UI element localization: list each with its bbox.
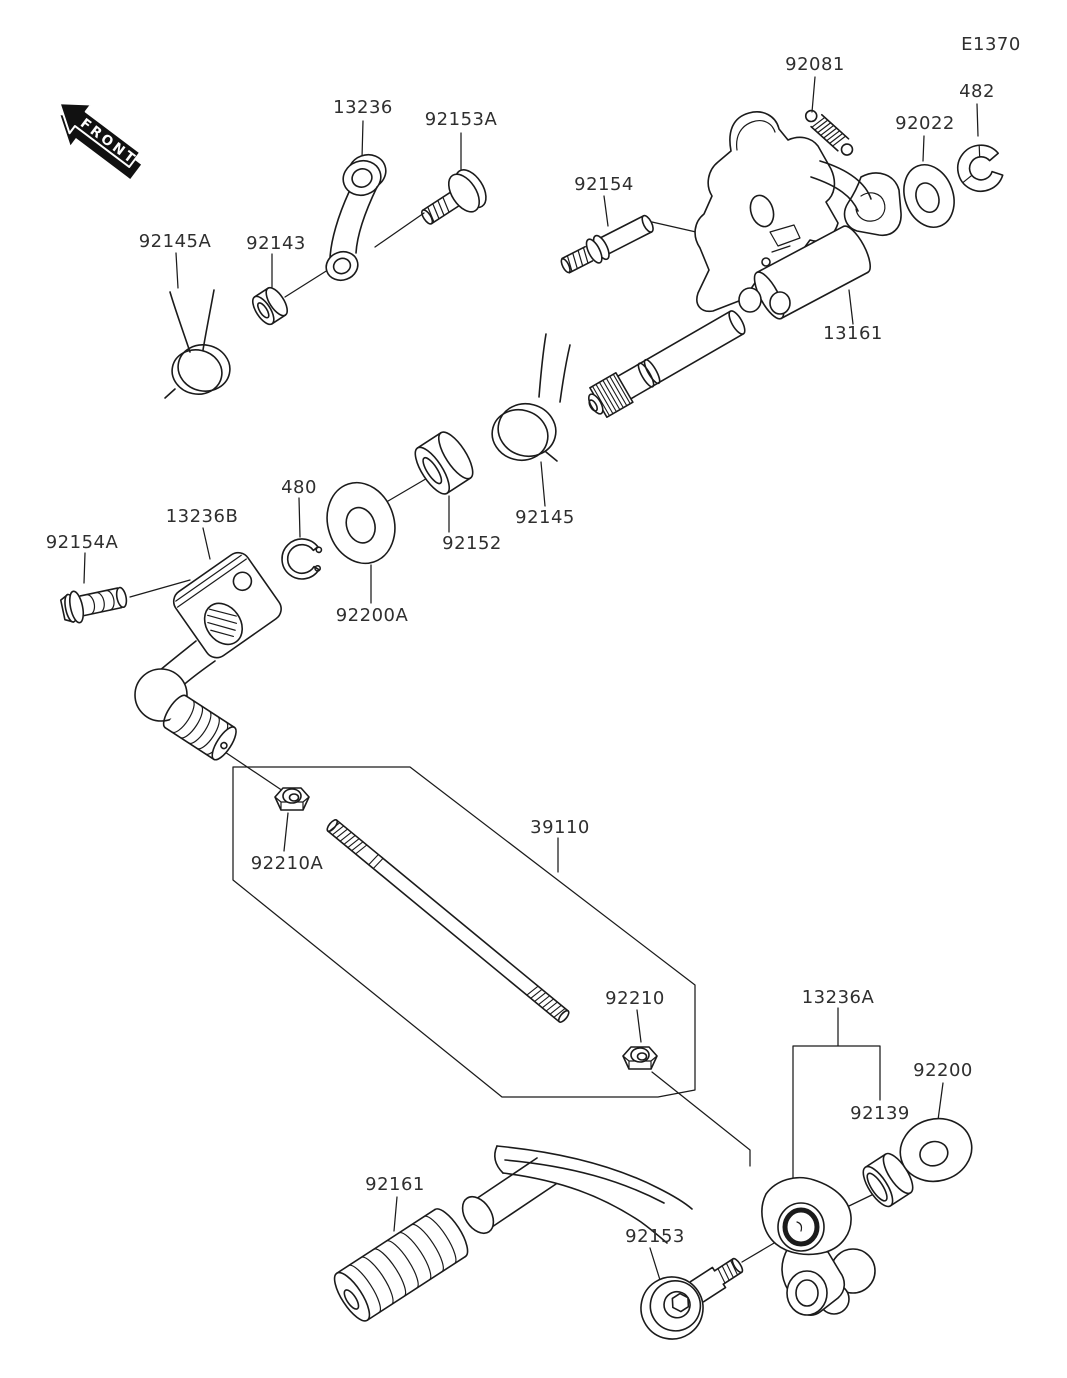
part-92145-spring: [486, 334, 570, 466]
part-label-92200a: 92200A: [335, 605, 409, 626]
part-label-92145a: 92145A: [138, 231, 212, 252]
part-label-92200: 92200: [913, 1060, 973, 1081]
part-13236b-shift-lever: [135, 548, 286, 763]
part-label-39110: 39110: [530, 817, 590, 838]
part-92161-pedal-rubber: [328, 1204, 473, 1326]
part-label-13236b: 13236B: [165, 506, 239, 527]
part-480-circlip: [279, 536, 325, 582]
part-92200a-washer: [317, 474, 405, 572]
part-label-92153a: 92153A: [424, 109, 498, 130]
part-92210a-nut: [275, 788, 309, 810]
part-label-92161: 92161: [365, 1174, 425, 1195]
part-482-e-clip: [955, 142, 1007, 194]
part-39110-tie-rod: [325, 818, 570, 1023]
part-92153-bolt: [629, 1238, 757, 1351]
part-label-92154: 92154: [574, 174, 634, 195]
part-label-13161: 13161: [823, 323, 883, 344]
part-label-13236a: 13236A: [801, 987, 875, 1008]
part-13236-shift-lever-link: [322, 150, 390, 285]
part-label-92145: 92145: [515, 507, 575, 528]
part-92022-washer: [896, 158, 963, 235]
part-label-92210a: 92210A: [250, 853, 324, 874]
part-label-92210: 92210: [605, 988, 665, 1009]
part-13161-shift-mechanism: [582, 112, 901, 422]
front-arrow-label: FRONT: [77, 115, 140, 169]
part-label-92022: 92022: [895, 113, 955, 134]
part-label-13236: 13236: [333, 97, 393, 118]
part-label-482: 482: [959, 81, 995, 102]
part-92145a-spring: [165, 290, 234, 399]
part-label-92143: 92143: [246, 233, 306, 254]
part-label-92152: 92152: [442, 533, 502, 554]
front-arrow: [43, 89, 152, 186]
page-code: E1370: [961, 34, 1021, 55]
part-label-480: 480: [281, 477, 317, 498]
part-label-92139: 92139: [850, 1103, 910, 1124]
part-label-92154a: 92154A: [45, 532, 119, 553]
part-92210-nut: [623, 1047, 657, 1069]
part-92152-bushing: [409, 427, 479, 498]
part-92153a-bolt: [413, 164, 492, 236]
part-label-92081: 92081: [785, 54, 845, 75]
part-92154a-bolt: [60, 581, 130, 626]
rod-group-outline: [233, 767, 695, 1097]
part-label-92153: 92153: [625, 1226, 685, 1247]
part-92143-collar: [249, 284, 292, 327]
